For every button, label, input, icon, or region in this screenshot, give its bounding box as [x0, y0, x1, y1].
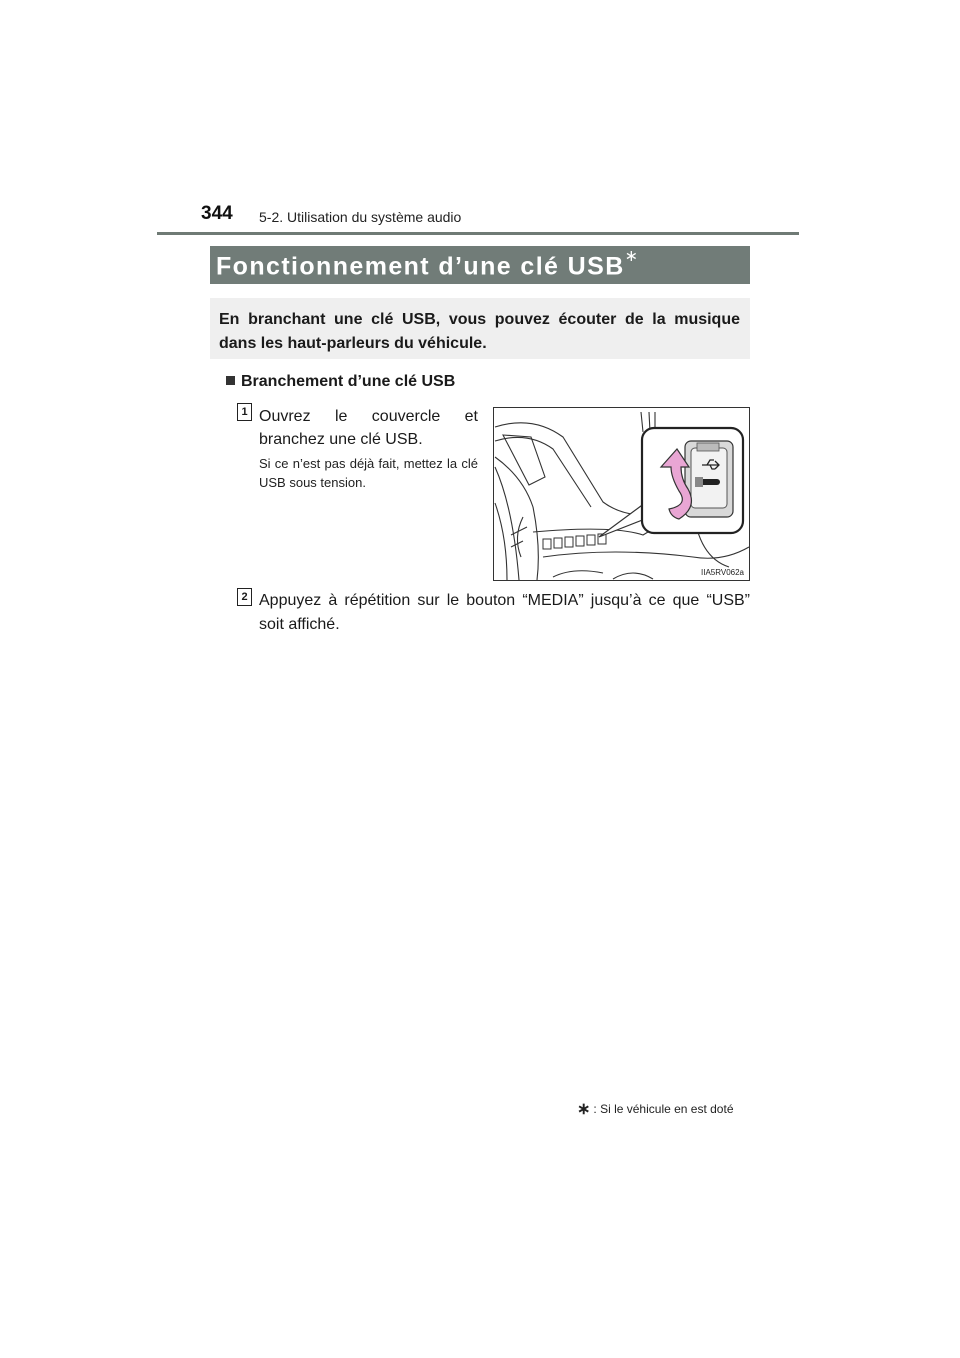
- square-bullet-icon: [226, 376, 235, 385]
- page-title: [216, 250, 639, 281]
- usb-port-illustration: [493, 407, 750, 581]
- header-divider: [157, 232, 799, 235]
- step-2-number: 2: [237, 588, 252, 606]
- footnote-marker: ∗: [577, 1101, 591, 1118]
- title-marker: ∗: [624, 248, 640, 265]
- section-label: 5-2. Utilisation du système audio: [259, 209, 462, 225]
- footnote-text: : Si le véhicule en est doté: [593, 1102, 734, 1116]
- intro-line-1: En branchant une clé USB, vous pouvez écouter de la musique: [219, 311, 740, 328]
- step-1-note: Si ce n’est pas déjà fait, mettez la clé USB sous tension.: [259, 456, 478, 490]
- page-title-text: Fonctionnement d’une clé USB: [216, 252, 625, 281]
- subheading-text: Branchement d’une clé USB: [241, 373, 456, 390]
- intro-line-2: dans les haut-parleurs du véhicule.: [219, 335, 487, 352]
- step-1-number: 1: [237, 403, 252, 421]
- subheading: [226, 373, 455, 391]
- footnote: [577, 1098, 734, 1118]
- usb-symbol-icon: [685, 441, 733, 517]
- step-1-text: Ouvrez le couvercle et branchez une clé USB.: [259, 408, 478, 448]
- page-number: 344: [201, 203, 233, 224]
- figure-code: IIA5RV062a: [701, 568, 744, 577]
- step-2-text: Appuyez à répétition sur le bouton “MEDIA” jusqu’à ce que “USB” soit affiché.: [259, 592, 750, 633]
